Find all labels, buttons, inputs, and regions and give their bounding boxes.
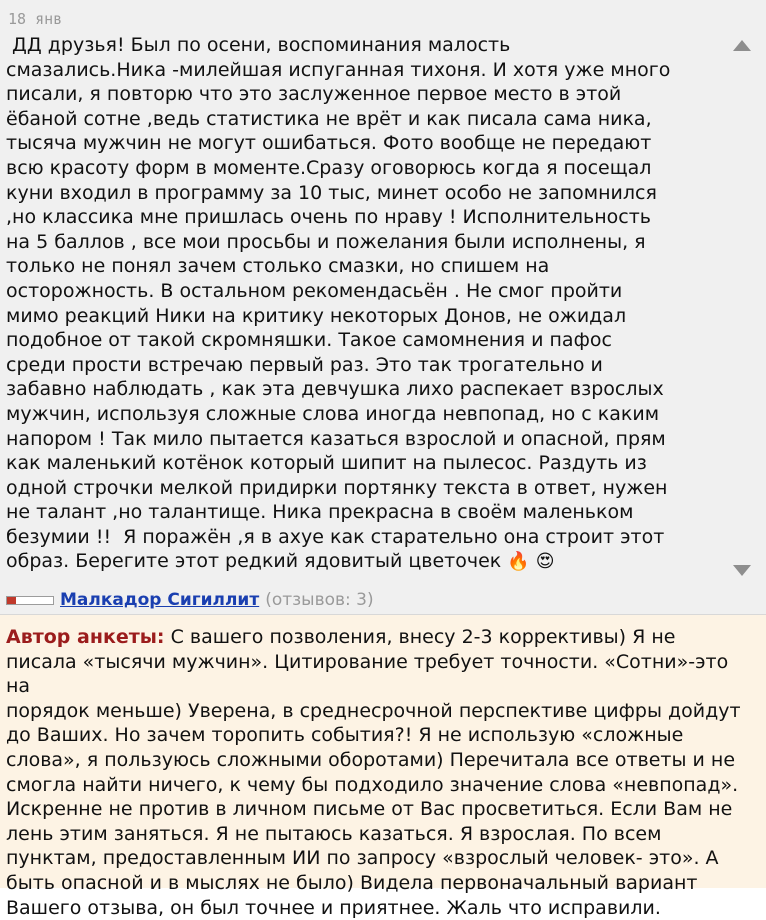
reply-label: Автор анкеты:: [6, 626, 165, 648]
author-rating-fill: [7, 597, 16, 604]
reply-text: [6, 625, 746, 920]
review-line: безумии !! Я поражён ,я в ахуе как старательно она строит этот: [6, 525, 665, 548]
reply-line: Искренне не против в личном письме от Вас просветиться. Если Вам не: [6, 798, 733, 821]
review-line: образ. Берегите этот редкий ядовитый цветочек: [6, 550, 502, 573]
review-line: на 5 баллов , все мои просьбы и пожелания были исполнены, я: [6, 230, 646, 253]
review-line: забавно наблюдать , как эта девчушка лихо распекает взрослых: [6, 378, 664, 401]
review-author-line: [6, 589, 374, 611]
review-line: среди прости встречаю первый раз. Это так трогательно и: [6, 353, 603, 376]
review-line: одной строчки мелкой придирки портянку текста в ответ, нужен: [6, 476, 668, 499]
review-text: [6, 33, 724, 575]
reply-line: порядок меньше) Уверена, в среднесрочной перспективе цифры дойдут: [6, 699, 741, 722]
reply-line: до Ваших. Но зачем торопить события?! Я не использую «сложные: [6, 724, 684, 747]
reply-line: быть опасной и в мыслях не было) Видела первоначальный вариант: [6, 871, 698, 894]
review-line: куни входил в программу за 10 тыс, минет особо не запомнился: [6, 181, 657, 204]
heart-eyes-emoji-icon: 😍: [535, 551, 555, 573]
review-line: осторожность. В остальном рекомендасьён . Не смог пройти: [6, 279, 623, 302]
author-review-count: (отзывов: 3): [265, 590, 374, 610]
review-line: только не понял зачем столько смазки, но спишем на: [6, 255, 550, 278]
review-line: не талант ,но талантище. Ника прекрасна в своём маленьком: [6, 501, 634, 524]
reply-line: С вашего позволения, внесу 2-3 коррективы) Я не: [164, 626, 676, 648]
reply-line: лень этим заняться. Я не пытаюсь казаться. Я взрослая. По всем: [6, 822, 662, 845]
review-line: ,но классика мне пришлась очень по нраву ! Исполнительность: [6, 206, 651, 229]
review-line: напором ! Так мило пытается казаться взрослой и опасной, прям: [6, 427, 666, 450]
fire-emoji-icon: 🔥: [507, 551, 530, 573]
review-date: 18 янв: [8, 10, 63, 28]
review-line: тысяча мужчин не могут ошибаться. Фото вообще не передают: [6, 132, 652, 155]
reply-line: смогла найти ничего, к чему бы подходило значение слова «невпопад».: [6, 773, 739, 796]
review-line: мимо реакций Ники на критику некоторых Донов, не ожидал: [6, 304, 627, 327]
reply-line: Вашего отзыва, он был точнее и приятнее. Жаль что исправили.: [6, 896, 661, 919]
review-line: мужчин, используя сложные слова иногда невпопад, но с каким: [6, 402, 660, 425]
owner-reply: [0, 615, 766, 919]
review-line: подобное от такой скромняшки. Такое самомнения и пафос: [6, 329, 612, 352]
reply-line: слова», я пользуюсь сложными оборотами) Перечитала все ответы и не: [6, 748, 736, 771]
review-line: как маленький котёнок который шипит на пылесос. Раздуть из: [6, 452, 647, 475]
vote-down-arrow-icon[interactable]: [733, 565, 751, 576]
author-link[interactable]: Малкадор Сигиллит: [60, 590, 260, 610]
review-line: ДД друзья! Был по осени, воспоминания малость: [6, 34, 511, 56]
reply-line: пунктам, предоставленным ИИ по запросу «взрослый человек- это». А: [6, 847, 719, 870]
review-line: писали, я повторю что это заслуженное первое место в этой: [6, 83, 622, 106]
review-line: всю красоту форм в моменте.Сразу оговорюсь когда я посещал: [6, 156, 652, 179]
review-line: смазались.Ника -милейшая испуганная тихоня. И хотя уже много: [6, 58, 671, 81]
author-rating-bar: [6, 596, 54, 605]
reply-line: писала «тысячи мужчин». Цитирование требует точности. «Сотни»-это на: [6, 650, 735, 698]
vote-up-arrow-icon[interactable]: [733, 40, 751, 51]
review-line: ёбаной сотне ,ведь статистика не врёт и как писала сама ника,: [6, 107, 652, 130]
